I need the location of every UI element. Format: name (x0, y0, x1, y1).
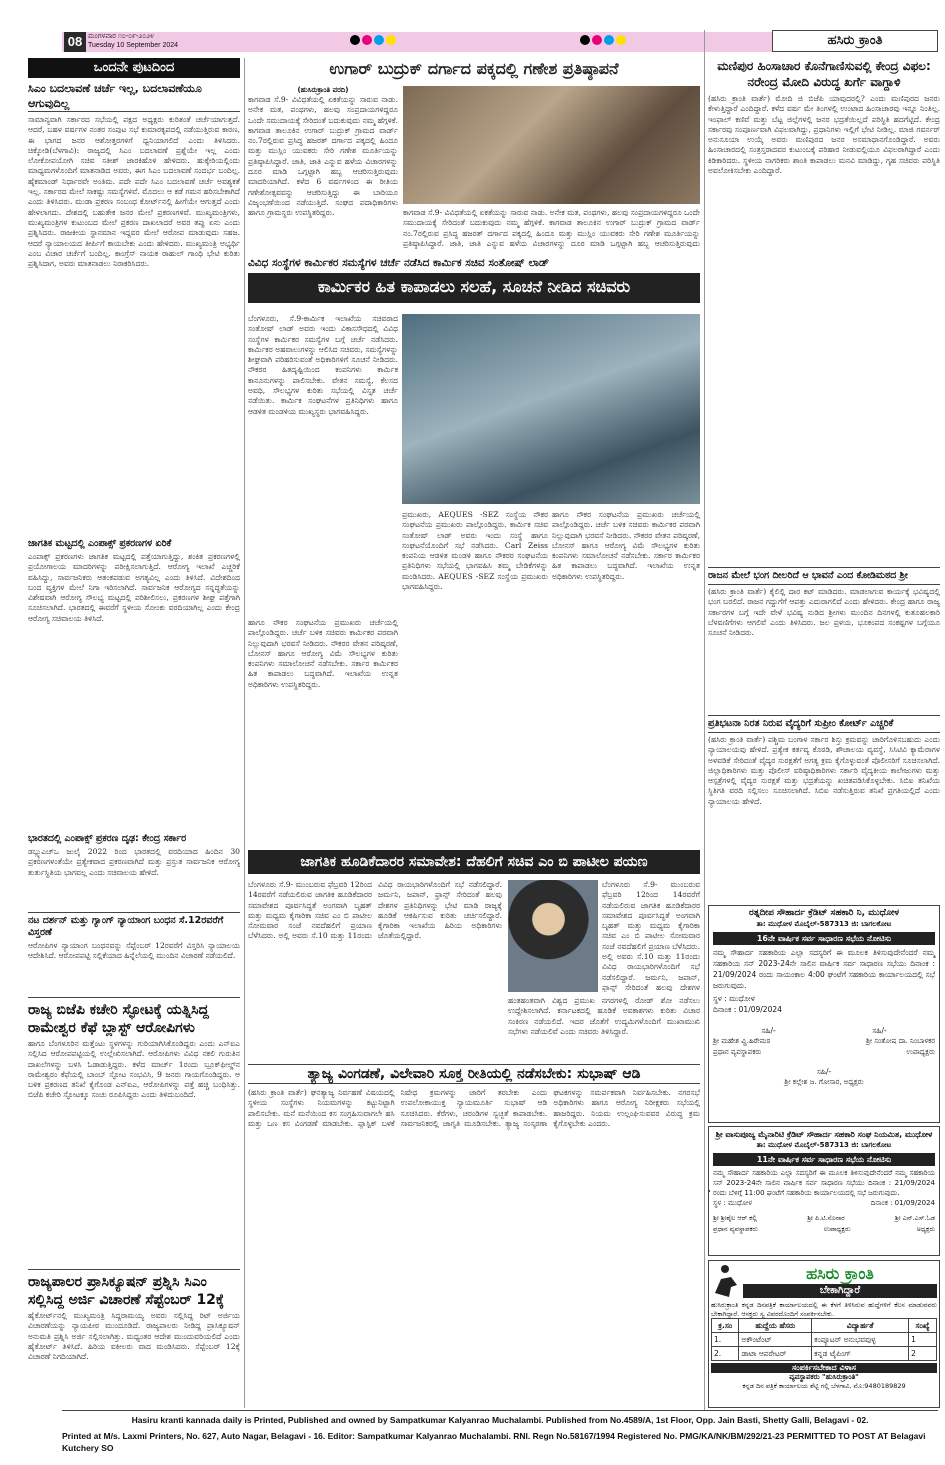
prosecution-hearing-body: ಹೈಕೋರ್ಟ್‌ನಲ್ಲಿ ಮುಖ್ಯಮಂತ್ರಿ ಸಿದ್ದರಾಮಯ್ಯ ಅವರು ಸಲ್ಲಿಸಿದ್ದ ರಿಟ್ ಅರ್ಜಿಯ ವಿಚಾರಣೆಯನ್ನು ನ್ಯಾಯಪೀಠ ಮುಂದೂಡಿದೆ. ರಾಜ್ಯಪಾಲರು ನೀಡಿದ್ದ ಪ್ರಾಸಿಕ್ಯೂಷನ್ ಅನುಮತಿ ಪ್ರಶ್ನಿಸಿ ಅರ್ಜಿ ಸಲ್ಲಿಸಲಾಗಿತ್ತು. ಮಧ್ಯಂತರ ಆದೇಶ ಮುಂದುವರಿಯಲಿದೆ ಎಂದು ಹೈಕೋರ್ಟ್ ತಿಳಿಸಿದೆ. ಹಿರಿಯ ವಕೀಲರು ವಾದ ಮಂಡಿಸಿದರು. ಸೆಪ್ಟೆಂಬರ್ 12ಕ್ಕೆ ವಿಚಾರಣೆ ನಿಗದಿಯಾಗಿದೆ. (28, 1311, 240, 1362)
registration-marks-right (580, 35, 626, 45)
ad-cell-qual: ಕನ್ನಡ ಟೈಪಿಂಗ್ (812, 1347, 909, 1361)
page-number: 08 (64, 32, 86, 52)
cm-change-headline: ಸಿಎಂ ಬದಲಾವಣೆ ಚರ್ಚೆ ಇಲ್ಲ, ಬದಲಾವಣೆಯೂ ಆಗುವುದಿಲ್ಲ (28, 81, 240, 112)
labour-body-4: ಹಾಗೂ ನೌಕರ ಸಂಘಟನೆಯ ಪ್ರಮುಖರು ಚರ್ಚೆಯಲ್ಲಿ ಪಾಲ್ಗೊಂಡಿದ್ದರು. ಚರ್ಚೆ ಬಳಿಕ ಸಚಿವರು ಕಾರ್ಮಿಕರ ಪರವಾಗಿ ನಿಲ್ಲುವುದಾಗಿ ಭರವಸೆ ನೀಡಿದರು. ನೌಕರರ ವೇತನ ಪರಿಷ್ಕರಣೆ, ಬೋನಸ್ ಹಾಗೂ ಆರೋಗ್ಯ ವಿಮೆ ಸೌಲಭ್ಯಗಳ ಕುರಿತು ಕಂಪನಿಗಳು ಸಮಾಲೋಚನೆ ನಡೆಸಬೇಕು. ಸರ್ಕಾರ ಕಾರ್ಮಿಕರ ಹಿತ ಕಾಪಾಡಲು ಬದ್ಧವಾಗಿದೆ. ಇಲಾಖೆಯ ಉನ್ನತ ಅಧಿಕಾರಿಗಳು ಉಪಸ್ಥಿತರಿದ್ದರು. (552, 510, 700, 581)
reg-dot-cyan (604, 35, 614, 45)
ugar-ganesha-story (248, 58, 700, 250)
notice1-signatory-1: ಶ್ರೀ ಮಹೇಶ ವ್ಹಿ.ಹಿರೇಮಠ (713, 1037, 771, 1045)
ugar-body-left: ಕಾಗವಾಡ ಸೆ.9- ವಿವಿಧತೆಯಲ್ಲಿ ಏಕತೆಯನ್ನು ಸಾರುವ ನಾಡು. ಅನೇಕ ಮತ, ಪಂಥಗಳು, ಹಲವು ಸಂಪ್ರದಾಯಗಳಿದ್ದರೂ ಒಂದೇ ಸಮುದಾಯಕ್ಕೆ ಸೇರಿದಂತೆ ಬದುಕುವುದು ನಮ್ಮ ಹೆಗ್ಗಳಿಕೆ. ಕಾಗವಾಡ ತಾಲೂಕಿನ ಉಗಾರ್ ಬುದ್ರುಕ್ ಗ್ರಾಮದ ವಾರ್ಡ್ ನಂ.7ರಲ್ಲಿರುವ ಪ್ರಸಿದ್ಧ ಹಜರತ್ ದರ್ಗಾದ ಪಕ್ಕದಲ್ಲಿ ಹಿಂದೂ ಮತ್ತು ಮುಸ್ಲಿಂ ಯುವಕರು ಸೇರಿ ಗಣೇಶ ಮೂರ್ತಿಯನ್ನು ಪ್ರತಿಷ್ಠಾಪಿಸಿದ್ದಾರೆ. ಜಾತಿ, ಜಾತಿ ಎನ್ನುವ ಹಳೆಯ ವಿಚಾರಗಳನ್ನು ದೂರ ಮಾಡಿ ಒಗ್ಗಟ್ಟಾಗಿ ಹಬ್ಬ ಆಚರಿಸುತ್ತಿರುವುದು ಮಾದರಿಯಾಗಿದೆ. ಕಳೆದ 6 ವರ್ಷಗಳಿಂದ ಈ ರೀತಿಯ ಗಣೇಶೋತ್ಸವವನ್ನು ಆಚರಿಸುತ್ತಿದ್ದು ಈ ಬಾರಿಯೂ ವಿಜೃಂಭಣೆಯಿಂದ ನಡೆಯುತ್ತಿದೆ. ಸಂಘದ ಪದಾಧಿಕಾರಿಗಳು ಹಾಗೂ ಗ್ರಾಮಸ್ಥರು ಉಪಸ್ಥಿತರಿದ್ದರು. (248, 95, 398, 218)
column-rule (244, 58, 245, 1408)
table-row (712, 1333, 937, 1347)
reg-dot-yellow (616, 35, 626, 45)
footer-line-1: Hasiru kranti kannada daily is Printed, Published and owned by Sampatkumar Kalyanrao Muchalambi. Published from No.4589/A, 1st Floor, Opp. Jain Basti, Shetty Galli, Belagavi - 02. (131, 1415, 869, 1425)
ad-cell-count: 1 (909, 1333, 937, 1347)
mb-patil-photo (508, 880, 598, 992)
reg-dot-black (580, 35, 590, 45)
column-rule (704, 30, 705, 1410)
cm-change-body: ಸಾಮಾನ್ಯವಾಗಿ ಸರ್ಕಾರದ ಸಭೆಯಲ್ಲಿ ಪಕ್ಷದ ಅಧ್ಯಕ್ಷರು ಕುರಿತಂತೆ ಚರ್ಚೆಯಾಗುತ್ತದೆ. ಆದರೆ, ಬಹಳ ವರ್ಷಗಳ ನಂತರ ಸಂಪುಟ ಸಭೆ ಕುಮಾರಕೃಪದಲ್ಲಿ ನಡೆಯುತ್ತಿರುವ ಕಾರಣ, ಈ ಭಾಗದ ಜನರ ಆಶೋತ್ತರಗಳಿಗೆ ಧ್ವನಿಯಾಗಲಿದೆ ಎಂದು ತಿಳಿಸಿದರು. ಚಿಕ್ಕೋಡಿ(ಬೆಳಗಾವಿ): ರಾಜ್ಯದಲ್ಲಿ ಸಿಎಂ ಬದಲಾವಣೆ ಪ್ರಶ್ನೆಯೇ ಇಲ್ಲ ಎಂದು ಲೋಕೋಪಯೋಗಿ ಸಚಿವ ಸತೀಶ್ ಜಾರಕಿಹೊಳಿ ಹೇಳಿದರು. ಹುಕ್ಕೇರಿಯಲ್ಲಿಂದು ಮಾಧ್ಯಮಗಳೊಂದಿಗೆ ಮಾತನಾಡಿದ ಅವರು, ಈಗ ಸಿಎಂ ಬದಲಾವಣೆ ಸಂದರ್ಭ ಬಂದಿಲ್ಲ. ಹೈಕಮಾಂಡ್ ನಿರ್ಧಾರವೇ ಅಂತಿಮ. ಪದೇ ಪದೇ ಸಿಎಂ ಬದಲಾವಣೆ ಚರ್ಚೆ ಅವಶ್ಯಕತೆ ಇಲ್ಲ. ಸರ್ಕಾರದ ಮೇಲೆ ಸಾಕಷ್ಟು ಸಮಸ್ಯೆಗಳಿವೆ. ಮೊದಲು ಆ ಕಡೆ ಗಮನ ಹರಿಸಬೇಕಾಗಿದೆ ಎಂದು ತಿಳಿಸಿದರು. ಮುಡಾ ಪ್ರಕರಣ ಸಂಬಂಧ ಕೋರ್ಟ್‌ನಲ್ಲಿ ಹೀಗೆಯೇ ಆಗುತ್ತದೆ ಎಂದು ಹೇಳಲಾಗದು. ದೇಶದಲ್ಲಿ ಬಹುತೇಕ ಜನರ ಮೇಲೆ ಪ್ರಕರಣಗಳಿವೆ. ಮುಖ್ಯಮಂತ್ರಿಗಳು, ಮುಖ್ಯಮಂತ್ರಿಗಳ ಕುಟುಂಬದ ಮೇಲೆ ಪ್ರಕರಣ ದಾಖಲಾದರೆ ಅವರ ತಪ್ಪು ಏನು ಎಂದು ಪ್ರಶ್ನಿಸಿದರು. ರಾಜಕೀಯ ಸ್ಥಾನಮಾನ ಇದ್ದವರ ಮೇಲೆ ಆರೋಪ ಮಾಡುವುದು ಸಹಜ. ಆದರೆ ನ್ಯಾಯಾಲಯದ ತೀರ್ಪಿಗೆ ಕಾಯಬೇಕು ಎಂದು ಹೇಳಿದರು. ಮುಖ್ಯಮಂತ್ರಿ ಅಭ್ಯರ್ಥಿ ಎಂಬ ವಿಚಾರ ಚರ್ಚೆಗೆ ಬಂದಿಲ್ಲ. ಕಾಂಗ್ರೆಸ್ ನಾಯಕ ರಾಹುಲ್ ಗಾಂಧಿ ಭೇಟಿ ಕುರಿತು ಪ್ರಶ್ನಿಸಿದಾಗ, ಅವರು ಮಾತನಾಡಲು ನಿರಾಕರಿಸಿದರು. (28, 115, 240, 269)
investors-body-bottom: ಹಂತಹಂತವಾಗಿ ವಿಶ್ವದ ಪ್ರಮುಖ ನಗರಗಳಲ್ಲಿ ರೋಡ್ ಶೋ ನಡೆಸಲು ಉದ್ದೇಶಿಸಲಾಗಿದೆ. ಕರ್ನಾಟಕದಲ್ಲಿ ಹೂಡಿಕೆ ಅವಕಾಶಗಳು ಕುರಿತು ವಿಚಾರ ಸಂಕಿರಣ ನಡೆಯಲಿದೆ. ಇದರ ಜೊತೆಗೆ ಉದ್ಯಮಿಗಳೊಂದಿಗೆ ಮುಖಾಮುಖಿ ಸಭೆಗಳು ನಡೆಯಲಿವೆ ಎಂದು ಸಚಿವರು ತಿಳಿಸಿದ್ದಾರೆ. (508, 996, 700, 1036)
mpox-global-body: ಎಂಪಾಕ್ಸ್ ಪ್ರಕರಣಗಳು ಜಾಗತಿಕ ಮಟ್ಟದಲ್ಲಿ ಪತ್ತೆಯಾಗುತ್ತಿದ್ದು, ಶಂಕಿತ ಪ್ರಕರಣಗಳಲ್ಲಿ ಪ್ರಯೋಗಾಲಯ ಮಾದರಿಗಳನ್ನು ಪರೀಕ್ಷಿಸಲಾಗುತ್ತಿದೆ. ಆರೋಗ್ಯ ಇಲಾಖೆ ಎಚ್ಚರಿಕೆ ವಹಿಸಿದ್ದು, ಸಾರ್ವಜನಿಕರು ಆತಂಕಪಡುವ ಅಗತ್ಯವಿಲ್ಲ ಎಂದು ತಿಳಿಸಿದೆ. ವಿದೇಶದಿಂದ ಬಂದ ವ್ಯಕ್ತಿಗಳ ಮೇಲೆ ನಿಗಾ ಇರಿಸಲಾಗಿದೆ. ಸಾರ್ವಜನಿಕ ಆರೋಗ್ಯದ ಸನ್ನದ್ಧತೆಯನ್ನು ವಿಶೇಷವಾಗಿ ಆರೋಗ್ಯ ಸೌಲಭ್ಯ ಮಟ್ಟದಲ್ಲಿ ಪರಿಶೀಲಿಸಲು, ಪ್ರಕರಣಗಳ ಶೀಘ್ರ ಪತ್ತೆಗಾಗಿ ಸೂಚಿಸಲಾಗಿದೆ. ಭಾರತದಲ್ಲಿ ಈವರೆಗೆ ಸ್ಥಳೀಯ ಸೋಂಕು ವರದಿಯಾಗಿಲ್ಲ ಎಂದು ಕೇಂದ್ರ ಆರೋಗ್ಯ ಸಚಿವಾಲಯ ತಿಳಿಸಿದೆ. (28, 552, 240, 623)
investors-body: ಬೆಂಗಳೂರು ಸೆ.9- ಮುಂಬರುವ ಫೆಬ್ರವರಿ 12ರಿಂದ 14ರವರೆಗೆ ನಡೆಯಲಿರುವ ಜಾಗತಿಕ ಹೂಡಿಕೆದಾರರ ಸಮಾವೇಶದ ಪೂರ್ವಸಿದ್ಧತೆ ಅಂಗವಾಗಿ ಬೃಹತ್ ಮತ್ತು ಮಧ್ಯಮ ಕೈಗಾರಿಕಾ ಸಚಿವ ಎಂ ಬಿ ಪಾಟೀಲ ಸೋಮವಾರ ಸಂಜೆ ನವದೆಹಲಿಗೆ ಪ್ರಯಾಣ ಬೆಳೆಸಿದರು. ಅಲ್ಲಿ ಅವರು ಸೆ.10 ಮತ್ತು 11ರಂದು ವಿವಿಧ ರಾಯಭಾರಿಗಳೊಂದಿಗೆ ಸಭೆ ನಡೆಸಲಿದ್ದಾರೆ. ಜರ್ಮನಿ, ಜಪಾನ್, ಫ್ರಾನ್ಸ್ ಸೇರಿದಂತೆ ಹಲವು ದೇಶಗಳ ಪ್ರತಿನಿಧಿಗಳನ್ನು ಭೇಟಿ ಮಾಡಿ ರಾಜ್ಯಕ್ಕೆ ಹೂಡಿಕೆ ಆಕರ್ಷಿಸುವ ಕುರಿತು ಚರ್ಚಿಸಲಿದ್ದಾರೆ. ಕೈಗಾರಿಕಾ ಇಲಾಖೆಯ ಹಿರಿಯ ಅಧಿಕಾರಿಗಳು ಜೊತೆಯಲ್ಲಿದ್ದಾರೆ. (248, 880, 502, 941)
labour-body-3: ಪ್ರಮುಖರು, AEQUES -SEZ ಸಂಸ್ಥೆಯ ನೌಕರ ಸಂಘಟನೆಯ ಪ್ರಮುಖರು ಪಾಲ್ಗೊಂಡಿದ್ದರು. ಕಾರ್ಮಿಕ ಸಚಿವ ಸಂತೋಷ್ ಲಾಡ್ ಅವರು ಇಂದು ಸಂಸ್ಥೆ ಹಾಗೂ ಸಂಘಟನೆಯೊಂದಿಗೆ ಸಭೆ ನಡೆಸಿದರು. Carl Zeiss ಕಂಪನಿಯ ಆಡಳಿತ ಮಂಡಳಿ ಹಾಗೂ ನೌಕರರ ಸಂಘಟನೆಯ ಪ್ರತಿನಿಧಿಗಳು ಸಭೆಯಲ್ಲಿ ಭಾಗವಹಿಸಿ ತಮ್ಮ ಬೇಡಿಕೆಗಳನ್ನು ಮಂಡಿಸಿದರು. AEQUES -SEZ ಸಂಸ್ಥೆಯ ಪ್ರಮುಖರು ಭಾಗವಹಿಸಿದ್ದರು. (402, 510, 548, 592)
notice1-signatory-3: ಶ್ರೀ ಕಲ್ಲೇಶ ಜ. ಗೋಸಾರ, ಅಧ್ಯಕ್ಷರು (784, 1078, 864, 1086)
ugar-headline: ಉಗಾರ್ ಬುದ್ರುಕ್ ದರ್ಗಾದ ಪಕ್ಕದಲ್ಲಿ ಗಣೇಶ ಪ್ರತಿಷ್ಠಾಪನೆ (329, 59, 619, 78)
reg-dot-magenta (592, 35, 602, 45)
date-english: Tuesday 10 September 2024 (88, 42, 179, 49)
notice2-role-2: ಉಪಾಧ್ಯಕ್ಷರು (823, 1225, 851, 1233)
registration-marks-left (350, 35, 396, 45)
ad-body: ಹುಸಿರುಕ್ರಾಂತಿ ಕನ್ನಡ ದಿನಪತ್ರಿಕೆ ಕಾರ್ಯಾಲಯದಲ್ಲಿ ಈ ಕೆಳಗೆ ತಿಳಿಸಿರುವ ಹುದ್ದೆಗಳಿಗೆ ಕೆಲಸ ಮಾಡುವವರು ಬೇಕಾಗಿದ್ದಾರೆ. ಆಸಕ್ತರು ಸ್ವ ವಿವರದೊಂದಿಗೆ ಸಂಪರ್ಕಿಸಬೇಕು. (711, 1301, 937, 1318)
labour-headline: ಕಾರ್ಮಿಕರ ಹಿತ ಕಾಪಾಡಲು ಸಲಹೆ, ಸೂಚನೆ ನೀಡಿದ ಸಚಿವರು (248, 273, 700, 303)
ad-brand: ಹಸಿರು ಕ್ರಾಂತಿ (806, 1264, 874, 1283)
mpox-india-headline: ಭಾರತದಲ್ಲಿ ಎಂಪಾಕ್ಸ್ ಪ್ರಕರಣ ದೃಢ: ಕೇಂದ್ರ ಸರ್ಕಾರ (28, 833, 187, 844)
notice1-bar: 16ನೇ ವಾರ್ಷಿಕ ಸರ್ವ ಸಾಧಾರಣ ಸಭೆಯ ನೋಟಿಸು (713, 932, 935, 945)
ad-col-count: ಸಂಖ್ಯೆ (909, 1319, 937, 1333)
reg-dot-magenta (362, 35, 372, 45)
recruitment-ad (708, 1260, 940, 1408)
ad-table (711, 1318, 937, 1361)
ugar-body-right: ಕಾಗವಾಡ ಸೆ.9- ವಿವಿಧತೆಯಲ್ಲಿ ಏಕತೆಯನ್ನು ಸಾರುವ ನಾಡು. ಅನೇಕ ಮತ, ಪಂಥಗಳು, ಹಲವು ಸಂಪ್ರದಾಯಗಳಿದ್ದರೂ ಒಂದೇ ಸಮುದಾಯಕ್ಕೆ ಸೇರಿದಂತೆ ಬದುಕುವುದು ನಮ್ಮ ಹೆಗ್ಗಳಿಕೆ. ಕಾಗವಾಡ ತಾಲೂಕಿನ ಉಗಾರ್ ಬುದ್ರುಕ್ ಗ್ರಾಮದ ವಾರ್ಡ್ ನಂ.7ರಲ್ಲಿರುವ ಪ್ರಸಿದ್ಧ ಹಜರತ್ ದರ್ಗಾದ ಪಕ್ಕದಲ್ಲಿ ಹಿಂದೂ ಮತ್ತು ಮುಸ್ಲಿಂ ಯುವಕರು ಸೇರಿ ಗಣೇಶ ಮೂರ್ತಿಯನ್ನು ಪ್ರತಿಷ್ಠಾಪಿಸಿದ್ದಾರೆ. ಜಾತಿ, ಜಾತಿ ಎನ್ನುವ ಹಳೆಯ ವಿಚಾರಗಳನ್ನು ದೂರ ಮಾಡಿ ಒಗ್ಗಟ್ಟಾಗಿ ಹಬ್ಬ ಆಚರಿಸುತ್ತಿರುವುದು (403, 208, 700, 248)
notice1-date: ದಿನಾಂಕ : 01/09/2024 (713, 1005, 782, 1014)
notice2-title: ಶ್ರೀ ವಾಸುಪೂಜ್ಯ ಮೈನಾರಿಟಿ ಕ್ರೆಡಿಟ್ ಸೌಹಾರ್ದ ಸಹಕಾರಿ ಸಂಘ ನಿಯಮಿತ, ಮುಧೋಳ (715, 1130, 933, 1139)
notice2-role-3: ಅಧ್ಯಕ್ಷರು (916, 1225, 935, 1233)
ad-cell-no: 1. (712, 1333, 739, 1347)
kodimath-headline: ರಾಜನ ಮೇಲೆ ಭಂಗ ದೀಲರಿದೆ ಆ ಭಾವನೆ ಎಂದ ಕೋಡಿಮಠದ ಶ್ರೀ (708, 567, 940, 585)
manipur-story (708, 58, 940, 708)
bjp-office-blast-headline: ರಾಜ್ಯ ಬಿಜೆಪಿ ಕಚೇರಿ ಸ್ಫೋಟಕ್ಕೆ ಯತ್ನಿಸಿದ್ದ ರಾಮೇಶ್ವರ ಕೆಫೆ ಬ್ಲಾಸ್ಟ್ ಆರೋಪಿಗಳು (28, 997, 240, 1037)
notice1-body: ನಮ್ಮ ಸೌಹಾರ್ದ ಸಹಕಾರಿಯ ಎಲ್ಲಾ ಸದಸ್ಯರಿಗೆ ಈ ಮೂಲಕ ತಿಳಿಸುವುದೇನೆಂದರೆ ನಮ್ಮ ಸಹಕಾರಿಯ ಸನ್ 2023-24ನೇ ಸಾಲಿನ ವಾರ್ಷಿಕ ಸರ್ವ ಸಾಧಾರಣ ಸಭೆಯು ದಿನಾಂಕ : 21/09/2024 ರಂದು ಸಾಯಂಕಾಲ 4:00 ಘಂಟೆಗೆ ಸಹಕಾರಿಯ ಕಾರ್ಯಾಲಯದಲ್ಲಿ ಸಭೆ ಜರುಗುವುದು. (713, 948, 935, 990)
investors-headline: ಜಾಗತಿಕ ಹೂಡಿಕೆದಾರರ ಸಮಾವೇಶ: ದೆಹಲಿಗೆ ಸಚಿವ ಎಂ ಬಿ ಪಾಟೀಲ ಪಯಣ (248, 850, 700, 874)
ad-contact-title: ಸಂಪರ್ಕಿಸಬೇಕಾದ ವಿಳಾಸ (711, 1363, 937, 1373)
ugar-ganesha-photo (403, 86, 700, 204)
darshan-custody-headline: ನಟ ದರ್ಶನ್ ಮತ್ತು ಗ್ಯಾಂಗ್ ನ್ಯಾಯಾಂಗ ಬಂಧನ ಸೆ.12ರವರೆಗೆ ವಿಸ್ತರಣೆ (28, 912, 240, 939)
dateline (88, 32, 178, 50)
waste-body: (ಹಸಿರು ಕ್ರಾಂತಿ ವಾರ್ತೆ) ಘನತ್ಯಾಜ್ಯ ನಿರ್ವಹಣೆ ವಿಷಯದಲ್ಲಿ ಸ್ಥಳೀಯ ಸಂಸ್ಥೆಗಳು ನಿಯಮಗಳನ್ನು ಕಟ್ಟುನಿಟ್ಟಾಗಿ ಪಾಲಿಸಬೇಕು. ಮನೆ ಮನೆಯಿಂದ ಕಸ ಸಂಗ್ರಹಿಸುವಾಗಲೇ ಹಸಿ ಮತ್ತು ಒಣ ಕಸ ವಿಂಗಡಣೆ ಮಾಡಬೇಕು. ಪ್ಲಾಸ್ಟಿಕ್ ಬಳಕೆ ನಿಷೇಧ ಕ್ರಮಗಳನ್ನು ಜಾರಿಗೆ ತರಬೇಕು ಎಂದು ಉಪಲೋಕಾಯುಕ್ತ ನ್ಯಾಯಮೂರ್ತಿ ಸುಭಾಷ್ ಆಡಿ ಸೂಚಿಸಿದರು. ಕೆರೆಗಳು, ಚರಂಡಿಗಳ ಸ್ವಚ್ಛತೆ ಕಾಪಾಡಬೇಕು. ಸಾರ್ವಜನಿಕರಲ್ಲಿ ಜಾಗೃತಿ ಮೂಡಿಸಬೇಕು. ತ್ಯಾಜ್ಯ ಸಂಸ್ಕರಣಾ ಘಟಕಗಳನ್ನು ಸಮರ್ಪಕವಾಗಿ ನಿರ್ವಹಿಸಬೇಕು. ನಗರಸಭೆ ಅಧಿಕಾರಿಗಳು ಹಾಗೂ ಆರೋಗ್ಯ ನಿರೀಕ್ಷಕರು ಸಭೆಯಲ್ಲಿ ಹಾಜರಿದ್ದರು. ನಿಯಮ ಉಲ್ಲಂಘಿಸುವವರ ವಿರುದ್ಧ ಕ್ರಮ ಕೈಗೊಳ್ಳಬೇಕು ಎಂದರು. (248, 1088, 700, 1128)
section-title: ಒಂದನೇ ಪುಟದಿಂದ (28, 58, 240, 78)
vasupujya-notice (708, 1126, 940, 1256)
notice2-signatory-3: ಶ್ರೀ ಎನ್.ಎಸ್.ಓಡ (894, 1214, 935, 1222)
ad-col-qual: ವಿದ್ಯಾರ್ಹತೆ (812, 1319, 909, 1333)
masthead: ಹಸಿರು ಕ್ರಾಂತಿ (772, 30, 938, 52)
reg-dot-yellow (386, 35, 396, 45)
darshan-custody-body: ಆರೋಪಿಗಳ ನ್ಯಾಯಾಂಗ ಬಂಧನವನ್ನು ಸೆಪ್ಟೆಂಬರ್ 12ರವರೆಗೆ ವಿಸ್ತರಿಸಿ ನ್ಯಾಯಾಲಯ ಆದೇಶಿಸಿದೆ. ಆರೋಪಪಟ್ಟಿ ಸಲ್ಲಿಕೆಯಾದ ಹಿನ್ನೆಲೆಯಲ್ಲಿ ಮುಂದಿನ ವಿಚಾರಣೆ ನಡೆಯಲಿದೆ. (28, 941, 240, 961)
notice1-role-1: ಪ್ರಧಾನ ವ್ಯವಸ್ಥಾಪಕರು (713, 1048, 762, 1056)
notice1-place: ಸ್ಥಳ : ಮುಧೋಳ (713, 994, 755, 1003)
ad-cell-qual: ಕಂಪ್ಯೂಟರ್ ಅನುಭವವುಳ್ಳ (812, 1333, 909, 1347)
notice1-signatory-2: ಶ್ರೀ ಸಂತೋಷ ದಾ. ನಿಂಬಾಳಕರ (865, 1037, 935, 1045)
date-kannada: ಮಂಗಳವಾರ ೧೦-೦೯-೨೦೨೪ (88, 33, 154, 40)
labour-kicker: ವಿವಿಧ ಸಂಸ್ಥೆಗಳ ಕಾರ್ಮಿಕರ ಸಮಸ್ಯೆಗಳ ಚರ್ಚೆ ನಡೆಸಿದ ಕಾರ್ಮಿಕ ಸಚಿವ ಸಂತೋಷ್ ಲಾಡ್ (248, 257, 550, 269)
ad-cell-count: 2 (909, 1347, 937, 1361)
kodimath-body: (ಹಸಿರು ಕ್ರಾಂತಿ ವಾರ್ತೆ) ಕೈಲಿಲ್ಲಿ ದಾರ ಕಟ್ ಮಾಡಿದರು. ಮಾಡಲಾಗುವ ಕಾರ್ಯಕ್ಕೆ ಭವಿಷ್ಯದಲ್ಲಿ ಭಂಗ ಬರಲಿದೆ. ರಾಜನ ಗದ್ದುಗೆಗೆ ಆಪತ್ತು ಎದುರಾಗಲಿದೆ ಎಂದು ಹೇಳಿದರು. ಕೇಂದ್ರ ಹಾಗೂ ರಾಜ್ಯ ಸರ್ಕಾರಗಳ ಬಗ್ಗೆ ಇದೇ ವೇಳೆ ಭವಿಷ್ಯ ನುಡಿದ ಶ್ರೀಗಳು ಮುಂದಿನ ದಿನಗಳಲ್ಲಿ ಕುತೂಹಲಕಾರಿ ಬೆಳವಣಿಗೆಗಳು ಆಗಲಿವೆ ಎಂದು ತಿಳಿಸಿದರು. ಜಲ ಪ್ರಳಯ, ಭೂಕಂಪದ ಸಂಕಷ್ಟಗಳ ಬಗ್ಗೆಯೂ ಸೂಚನೆ ನೀಡಿದರು. (708, 587, 940, 638)
supreme-court-body: (ಹಸಿರು ಕ್ರಾಂತಿ ವಾರ್ತೆ) ಪಶ್ಚಿಮ ಬಂಗಾಳ ಸರ್ಕಾರ ಶಿಸ್ತು ಕ್ರಮವನ್ನು ಜಾರಿಗೊಳಿಸಬಹುದು ಎಂದು ನ್ಯಾಯಾಲಯವು ಹೇಳಿದೆ. ಪ್ರತ್ಯೇಕ ಕರ್ತವ್ಯ ಕೊಠಡಿ, ಶೌಚಾಲಯ ವ್ಯವಸ್ಥೆ, ಸಿಸಿಟಿವಿ ಕ್ಯಾಮೆರಾಗಳ ಅಳವಡಿಕೆ ಸೇರಿದಂತೆ ವೈದ್ಯರ ಸುರಕ್ಷತೆಗೆ ಅಗತ್ಯ ಕ್ರಮ ಕೈಗೊಳ್ಳುವಂತೆ ಪೊಲೀಸರಿಗೆ ಸೂಚಿಸಲಾಗಿದೆ. ಜಿಲ್ಲಾಧಿಕಾರಿಗಳು ಮತ್ತು ಪೊಲೀಸ್ ವರಿಷ್ಠಾಧಿಕಾರಿಗಳು ಸರ್ಕಾರಿ ವೈದ್ಯಕೀಯ ಕಾಲೇಜುಗಳು ಮತ್ತು ಆಸ್ಪತ್ರೆಗಳಲ್ಲಿ ವೈದ್ಯರ ಸುರಕ್ಷತೆ ಮತ್ತು ಭದ್ರತೆಯನ್ನು ಖಚಿತಪಡಿಸಿಕೊಳ್ಳಬೇಕು. ಸಿಬಿಐ ತನಿಖೆಯ ಸ್ಥಿತಿಗತಿ ವರದಿ ಸಲ್ಲಿಸಲು ಸೂಚಿಸಲಾಗಿದೆ. ಸಿಬಿಐ ನಡೆಸುತ್ತಿರುವ ತನಿಖೆ ಪ್ರಗತಿಯಲ್ಲಿದೆ ಎಂದು ನ್ಯಾಯಾಲಯ ಹೇಳಿದೆ. (708, 735, 940, 806)
reg-dot-black (350, 35, 360, 45)
notice2-place: ಸ್ಥಳ : ಮುಧೋಳ (713, 1199, 753, 1207)
notice1-address: ತಾ: ಮುಧೋಳ ಮೊಬೈಲ್-587313 ಜಿ: ಬಾಗಲಕೋಟ (756, 920, 892, 928)
ad-contact-phone: ಕನ್ನಡ ದಿನ ಪತ್ರಿಕೆ ಕಾರ್ಯಾಲಯ ಶೆಟ್ಟಿ ಗಲ್ಲಿ ಬೆಳಗಾವಿ, ಮೊ:9480189829 (742, 1382, 906, 1390)
notice1-sd: ಸಹಿ/- (761, 1026, 776, 1035)
notice2-address: ತಾ: ಮುಧೋಳ ಮೊಬೈಲ್-587313 ಜಿ: ಬಾಗಲಕೋಟ (756, 1141, 892, 1149)
ad-contact-name: ವ್ಯವಸ್ಥಾಪಕರು "ಹುಸಿರುಕ್ರಾಂತಿ" (789, 1373, 859, 1381)
notice1-title: ರತ್ನದೀಪ ಸೌಹಾರ್ದ ಕ್ರೆಡಿಟ್ ಸಹಕಾರಿ ನಿ, ಮುಧೋಳ (748, 908, 900, 918)
notice2-body: ನಮ್ಮ ಸೌಹಾರ್ದ ಸಹಕಾರಿಯ ಎಲ್ಲಾ ಸದಸ್ಯರಿಗೆ ಈ ಮೂಲಕ ತಿಳಿಸುವುದೇನೆಂದರೆ ನಮ್ಮ ಸಹಕಾರಿಯ ಸನ್ 2023-24ನೇ ಸಾಲಿನ ವಾರ್ಷಿಕ ಸರ್ವ ಸಾಧಾರಣ ಸಭೆಯು ದಿನಾಂಕ : 21/09/2024 ರಂದು ಬೆಳಿಗ್ಗೆ 11:00 ಘಂಟೆಗೆ ಸಹಕಾರಿಯ ಕಾರ್ಯಾಲಯದಲ್ಲಿ ಸಭೆ ಜರುಗುವುದು. (713, 1169, 935, 1197)
column-front-page-continued (28, 58, 240, 1408)
waste-management-story (248, 1064, 700, 1408)
reg-dot-cyan (374, 35, 384, 45)
ad-cell-post: ಡಾಟಾ ಆಪರೇಟರ್ (739, 1347, 812, 1361)
ad-col-post: ಹುದ್ದೆಯ ಹೆಸರು (739, 1319, 812, 1333)
supreme-court-story (708, 712, 940, 902)
labour-meeting-photo (402, 314, 700, 504)
prosecution-hearing-headline: ರಾಜ್ಯಪಾಲರ ಪ್ರಾಸಿಕ್ಯೂಷನ್ ಪ್ರಶ್ನಿಸಿ ಸಿಎಂ ಸಲ್ಲಿಸಿದ್ದ ಅರ್ಜಿ ವಿಚಾರಣೆ ಸೆಪ್ಟೆಂಬರ್ 12ಕ್ಕೆ (28, 1269, 240, 1309)
ad-cell-post: ಅಕೌಂಟೆಂಟ್ (739, 1333, 812, 1347)
mpox-global-headline: ಜಾಗತಿಕ ಮಟ್ಟದಲ್ಲಿ ಎಂಪಾಕ್ಸ್ ಪ್ರಕರಣಗಳ ಏರಿಕೆ (28, 538, 172, 549)
investors-body-right: ಬೆಂಗಳೂರು ಸೆ.9- ಮುಂಬರುವ ಫೆಬ್ರವರಿ 12ರಿಂದ 14ರವರೆಗೆ ನಡೆಯಲಿರುವ ಜಾಗತಿಕ ಹೂಡಿಕೆದಾರರ ಸಮಾವೇಶದ ಪೂರ್ವಸಿದ್ಧತೆ ಅಂಗವಾಗಿ ಬೃಹತ್ ಮತ್ತು ಮಧ್ಯಮ ಕೈಗಾರಿಕಾ ಸಚಿವ ಎಂ ಬಿ ಪಾಟೀಲ ಸೋಮವಾರ ಸಂಜೆ ನವದೆಹಲಿಗೆ ಪ್ರಯಾಣ ಬೆಳೆಸಿದರು. ಅಲ್ಲಿ ಅವರು ಸೆ.10 ಮತ್ತು 11ರಂದು ವಿವಿಧ ರಾಯಭಾರಿಗಳೊಂದಿಗೆ ಸಭೆ ನಡೆಸಲಿದ್ದಾರೆ. ಜರ್ಮನಿ, ಜಪಾನ್, ಫ್ರಾನ್ಸ್ ಸೇರಿದಂತೆ ಹಲವು ದೇಶಗಳ (602, 880, 700, 992)
ugar-dateline: (ಹುಸಿರುಕ್ರಾಂತಿ ವರದಿ) (297, 86, 349, 94)
notice1-sd: ಸಹಿ/- (816, 1067, 832, 1076)
manipur-headline: ಮಣಿಪುರ ಹಿಂಸಾಚಾರ ಕೊನೆಗಾಣಿಸುವಲ್ಲಿ ಕೇಂದ್ರ ವಿಫಲ: ನರೇಂದ್ರ ಮೋದಿ ವಿರುದ್ಧ ಖರ್ಗೆ ವಾಗ್ದಾಳಿ (717, 59, 931, 89)
horse-rider-icon (711, 1263, 739, 1299)
ad-table-body (712, 1333, 937, 1361)
labour-body-2: ಹಾಗೂ ನೌಕರ ಸಂಘಟನೆಯ ಪ್ರಮುಖರು ಚರ್ಚೆಯಲ್ಲಿ ಪಾಲ್ಗೊಂಡಿದ್ದರು. ಚರ್ಚೆ ಬಳಿಕ ಸಚಿವರು ಕಾರ್ಮಿಕರ ಪರವಾಗಿ ನಿಲ್ಲುವುದಾಗಿ ಭರವಸೆ ನೀಡಿದರು. ನೌಕರರ ವೇತನ ಪರಿಷ್ಕರಣೆ, ಬೋನಸ್ ಹಾಗೂ ಆರೋಗ್ಯ ವಿಮೆ ಸೌಲಭ್ಯಗಳ ಕುರಿತು ಕಂಪನಿಗಳು ಸಮಾಲೋಚನೆ ನಡೆಸಬೇಕು. ಸರ್ಕಾರ ಕಾರ್ಮಿಕರ ಹಿತ ಕಾಪಾಡಲು ಬದ್ಧವಾಗಿದೆ. ಇಲಾಖೆಯ ಉನ್ನತ ಅಧಿಕಾರಿಗಳು ಉಪಸ್ಥಿತರಿದ್ದರು. (248, 618, 398, 689)
ratnadeep-notice (708, 905, 940, 1123)
notice1-role-2: ಉಪಾಧ್ಯಕ್ಷರು (906, 1048, 935, 1056)
manipur-body: (ಹಸಿರು ಕ್ರಾಂತಿ ವಾರ್ತೆ) ಮೋದಿ ಜಿ ಬಿಜೆಪಿ ಯಾವುದರಲ್ಲಿ? ಎಂದು ಮಣಿಪುರದ ಜನರು ಕೇಳುತ್ತಿದ್ದಾರೆ ಎಂದಿದ್ದಾರೆ. ಕಳೆದ ವರ್ಷ ಮೇ ತಿಂಗಳಲ್ಲಿ ಉಂಟಾದ ಹಿಂಸಾಚಾರವು ಇನ್ನೂ ನಿಂತಿಲ್ಲ. ಇಂಫಾಲ್ ಕಣಿವೆ ಮತ್ತು ಬೆಟ್ಟ ಜಿಲ್ಲೆಗಳಲ್ಲಿ ಜನರ ಭದ್ರತೆಯಿಲ್ಲದೆ ಪರಿಸ್ಥಿತಿ ಹದಗೆಟ್ಟಿದೆ. ಕೇಂದ್ರ ಸರ್ಕಾರವು ಸಂಪೂರ್ಣವಾಗಿ ವಿಫಲವಾಗಿದ್ದು, ಪ್ರಧಾನಿಗಳು ಇಲ್ಲಿಗೆ ಭೇಟಿ ನೀಡಿಲ್ಲ. ಮಾಜಿ ಗವರ್ನರ್ ಅನುಸೂಯಾ ಉಯ್ಕೆ ಅವರು ಮಣಿಪುರದ ಜನರ ಅಸಮಾಧಾನಗೊಂಡಿದ್ದಾರೆ. ಅವರು ಹಿಂಸಾಚಾರದಲ್ಲಿ ಸಂತ್ರಸ್ತರಾದವರ ಕುಟುಂಬಕ್ಕೆ ಪರಿಹಾರ ನೀಡುವಲ್ಲಿಯೂ ವಿಫಲರಾಗಿದ್ದಾರೆ ಎಂದು ಕಿಡಿಕಾರಿದರು. ಸ್ಥಳೀಯ ನಾಗರಿಕರು ಶಾಂತಿ ಕಾಪಾಡಲು ಮನವಿ ಮಾಡಿದ್ದು, ಗೃಹ ಸಚಿವರು ಪರಿಸ್ಥಿತಿ ಅವಲೋಕಿಸಬೇಕು ಎಂದಿದ್ದಾರೆ. (708, 94, 940, 176)
footer-rule (62, 1410, 938, 1411)
labour-minister-story (248, 256, 700, 846)
bjp-office-blast-body: ಹಾಗೂ ಬೆಂಗಳೂರಿನ ಮತ್ತೆಂಟು ಸ್ಥಳಗಳನ್ನು ಗುರಿಯಾಗಿಸಿಕೊಂಡಿದ್ದರು ಎಂದು ಎನ್‌ಐಎ ಸಲ್ಲಿಸಿದ ಆರೋಪಪಟ್ಟಿಯಲ್ಲಿ ಉಲ್ಲೇಖಿಸಲಾಗಿದೆ. ಆರೋಪಿಗಳು ವಿವಿಧ ನಕಲಿ ಗುರುತಿನ ದಾಖಲೆಗಳನ್ನು ಬಳಸಿ ಓಡಾಡುತ್ತಿದ್ದರು. ಕಳೆದ ಮಾರ್ಚ್ 1ರಂದು ಬ್ರೂಕ್‌ಫೀಲ್ಡ್‌ನ ರಾಮೇಶ್ವರಂ ಕೆಫೆಯಲ್ಲಿ ಬಾಂಬ್ ಸ್ಫೋಟ ಸಂಭವಿಸಿ, 9 ಜನರು ಗಾಯಗೊಂಡಿದ್ದರು. ಆ ಬಳಿಕ ಪ್ರಕರಣದ ತನಿಖೆ ಕೈಗೊಂಡ ಎನ್‌ಐಎ, ಆರೋಪಿಗಳನ್ನು ಪತ್ತೆ ಹಚ್ಚಿ ಬಂಧಿಸಿತ್ತು. ಬಿಜೆಪಿ ಕಚೇರಿ ಸ್ಫೋಟಕ್ಕೂ ಸಂಚು ರೂಪಿಸಿದ್ದರು ಎಂದು ತಿಳಿದುಬಂದಿದೆ. (28, 1039, 240, 1100)
footer-line-2: Printed at M/s. Laxmi Printers, No. 627, Auto Nagar, Belagavi - 16. Editor: Sampatkumar Kalyanrao Muchalambi. RNI. Regn No.58167/1994 Registered No. PMG/KA/NK/BM/292/21-23 PERMITTED TO POST AT Belagavi Kutchery SO (62, 1431, 926, 1453)
table-row (712, 1347, 937, 1361)
notice1-sd: ಸಹಿ/- (872, 1026, 887, 1035)
labour-body-1: ಬೆಂಗಳೂರು, ಸೆ.9-ಕಾರ್ಮಿಕ ಇಲಾಖೆಯ ಸಚಿವರಾದ ಸಂತೋಷ್ ಲಾಡ್ ಅವರು ಇಂದು ವಿಕಾಸಸೌಧದಲ್ಲಿ ವಿವಿಧ ಸಂಸ್ಥೆಗಳ ಕಾರ್ಮಿಕರ ಸಮಸ್ಯೆಗಳ ಬಗ್ಗೆ ಚರ್ಚೆ ನಡೆಸಿದರು. ಕಾರ್ಮಿಕರ ಅಹವಾಲುಗಳನ್ನು ಆಲಿಸಿದ ಸಚಿವರು, ಸಮಸ್ಯೆಗಳನ್ನು ಶೀಘ್ರವಾಗಿ ಪರಿಹರಿಸುವಂತೆ ಅಧಿಕಾರಿಗಳಿಗೆ ಸೂಚನೆ ನೀಡಿದರು. ನೌಕರರ ಹಿತದೃಷ್ಟಿಯಿಂದ ಕಂಪನಿಗಳು ಕಾರ್ಮಿಕ ಕಾನೂನುಗಳನ್ನು ಪಾಲಿಸಬೇಕು. ವೇತನ ಸಮಸ್ಯೆ, ಕೆಲಸದ ಅವಧಿ, ಸೌಲಭ್ಯಗಳ ಕುರಿತು ಸಭೆಯಲ್ಲಿ ವಿಸ್ತೃತ ಚರ್ಚೆ ನಡೆಯಿತು. ಕಾರ್ಮಿಕ ಸಂಘಟನೆಗಳ ಪ್ರತಿನಿಧಿಗಳು ಹಾಗೂ ಆಡಳಿತ ಮಂಡಳಿಯ ಮುಖ್ಯಸ್ಥರು ಭಾಗವಹಿಸಿದ್ದರು. (248, 314, 398, 416)
notice2-role-1: ಪ್ರಧಾನ ವ್ಯವಸ್ಥಾಪಕರು (713, 1225, 758, 1233)
ad-anchor (708, 1190, 710, 1192)
waste-headline: ತ್ಯಾಜ್ಯ ವಿಂಗಡಣೆ, ವಿಲೇವಾರಿ ಸೂಕ್ತ ರೀತಿಯಲ್ಲಿ ನಡೆಸಬೇಕು: ಸುಭಾಷ್ ಆಡಿ (248, 1064, 700, 1084)
notice2-signatory-1: ಶ್ರೀ ಶ್ರೀಶೈಲ ಆರ್ ಕಲ್ಲಿ (713, 1214, 758, 1222)
notice2-date: ದಿನಾಂಕ : 01/09/2024 (870, 1199, 935, 1207)
ad-cell-no: 2. (712, 1347, 739, 1361)
notice2-bar: 11ನೇ ವಾರ್ಷಿಕ ಸರ್ವ ಸಾಧಾರಣ ಸಭೆಯ ನೋಟಿಸು (713, 1153, 935, 1166)
supreme-court-headline: ಪ್ರತಿಭಟನಾ ನಿರತ ನಿರುವ ವೈದ್ಯರಿಗೆ ಸುಪ್ರೀಂ ಕೋರ್ಟ್ ಎಚ್ಚರಿಕೆ (708, 715, 940, 733)
ad-subtitle: ಬೇಕಾಗಿದ್ದಾರೆ (743, 1284, 937, 1298)
notice2-signatory-2: ಶ್ರೀ ಪಿ.ಟಿ.ಸೊನಾರ (807, 1214, 845, 1222)
ad-col-no: ಕ್ರ.ಸಂ (712, 1319, 739, 1333)
investors-meet-story (248, 850, 700, 1060)
mpox-india-body: ಡಬ್ಲ್ಯುಎಚ್‌ಒ ಜುಲೈ 2022 ರಿಂದ ಭಾರತದಲ್ಲಿ ವರದಿಯಾದ ಹಿಂದಿನ 30 ಪ್ರಕರಣಗಳಂತೆಯೇ ಪ್ರತ್ಯೇಕವಾದ ಪ್ರಕರಣವಾಗಿದೆ ಮತ್ತು ಪ್ರಸ್ತುತ ಸಾರ್ವಜನಿಕ ಆರೋಗ್ಯ ತುರ್ತುಸ್ಥಿತಿಯ ಭಾಗವಲ್ಲ ಎಂದು ಸಚಿವಾಲಯ ಹೇಳಿದೆ. (28, 847, 240, 877)
